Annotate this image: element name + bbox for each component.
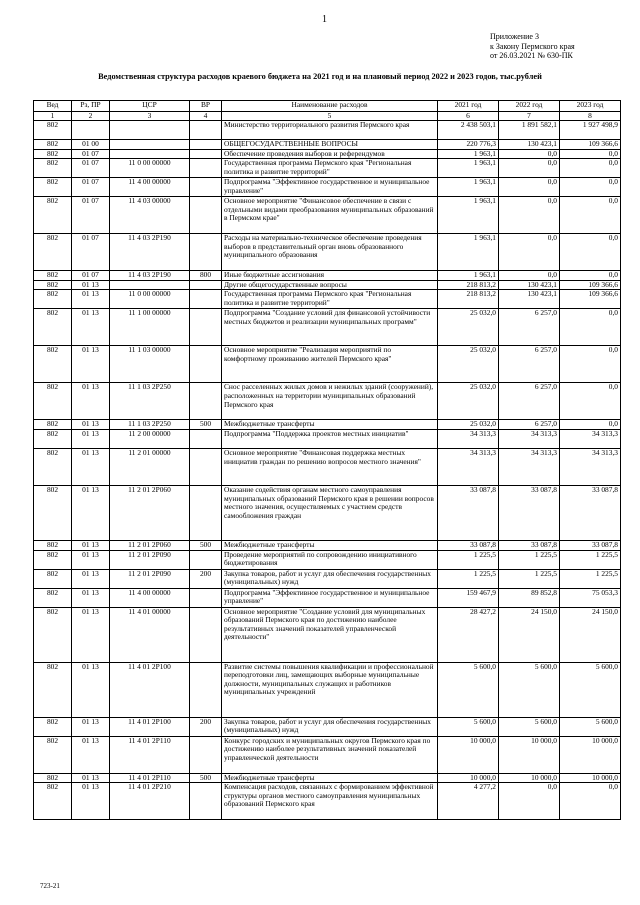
column-header: ЦСР	[110, 101, 190, 112]
expense-name-cell: Другие общегосударственные вопросы	[222, 280, 438, 290]
section-code-cell	[72, 121, 110, 140]
column-number: 2	[72, 112, 110, 121]
target-article-cell: 11 2 01 00000	[110, 448, 190, 485]
amount-2023-cell: 0,0	[560, 178, 621, 197]
expense-type-cell: 500	[190, 420, 222, 430]
section-code-cell: 01 13	[72, 736, 110, 773]
expense-type-cell	[190, 429, 222, 448]
amount-2023-cell: 0,0	[560, 783, 621, 820]
department-code-cell: 802	[34, 783, 72, 820]
section-code-cell: 01 13	[72, 290, 110, 309]
expense-name-cell: Межбюджетные трансферты	[222, 773, 438, 783]
table-row	[34, 662, 621, 717]
target-article-cell: 11 1 03 00000	[110, 346, 190, 383]
amount-2022-cell: 130 423,1	[499, 140, 560, 150]
target-article-cell: 11 2 00 00000	[110, 429, 190, 448]
target-article-cell: 11 2 01 2P090	[110, 569, 190, 588]
department-code-cell: 802	[34, 383, 72, 420]
department-code-cell: 802	[34, 140, 72, 150]
expense-name-cell: Межбюджетные трансферты	[222, 420, 438, 430]
amount-2021-cell: 1 963,1	[438, 234, 499, 271]
target-article-cell: 11 4 00 00000	[110, 178, 190, 197]
amount-2022-cell: 33 087,8	[499, 485, 560, 540]
department-code-cell: 802	[34, 736, 72, 773]
table-row	[34, 271, 621, 281]
column-header: ВР	[190, 101, 222, 112]
amount-2021-cell: 25 032,0	[438, 309, 499, 346]
section-code-cell: 01 13	[72, 448, 110, 485]
amount-2023-cell: 0,0	[560, 383, 621, 420]
column-number: 6	[438, 112, 499, 121]
table-row	[34, 717, 621, 736]
expense-type-cell	[190, 197, 222, 234]
department-code-cell: 802	[34, 540, 72, 550]
amount-2021-cell: 2 438 503,1	[438, 121, 499, 140]
table-row	[34, 159, 621, 178]
amount-2021-cell: 159 467,9	[438, 588, 499, 607]
amount-2023-cell: 10 000,0	[560, 736, 621, 773]
expense-name-cell: Закупка товаров, работ и услуг для обеспечения государственных (муниципальных) нужд	[222, 569, 438, 588]
section-code-cell: 01 13	[72, 607, 110, 662]
section-code-cell: 01 13	[72, 383, 110, 420]
target-article-cell: 11 1 03 2P250	[110, 383, 190, 420]
amount-2023-cell: 1 225,5	[560, 550, 621, 569]
expense-type-cell: 500	[190, 773, 222, 783]
section-code-cell: 01 00	[72, 140, 110, 150]
department-code-cell: 802	[34, 234, 72, 271]
amount-2023-cell: 34 313,3	[560, 429, 621, 448]
amount-2021-cell: 1 225,5	[438, 569, 499, 588]
section-code-cell: 01 13	[72, 429, 110, 448]
section-code-cell: 01 13	[72, 420, 110, 430]
amount-2022-cell: 34 313,3	[499, 448, 560, 485]
amount-2022-cell: 34 313,3	[499, 429, 560, 448]
amount-2021-cell: 220 776,3	[438, 140, 499, 150]
section-code-cell: 01 13	[72, 717, 110, 736]
expense-name-cell: Конкурс городских и муниципальных округов Пермского края по достижению наиболее результативных значений показателей управленческой деятельности	[222, 736, 438, 773]
amount-2021-cell: 34 313,3	[438, 429, 499, 448]
amount-2023-cell: 109 366,6	[560, 140, 621, 150]
amount-2022-cell: 5 600,0	[499, 717, 560, 736]
section-code-cell: 01 13	[72, 773, 110, 783]
amount-2022-cell: 0,0	[499, 159, 560, 178]
table-row	[34, 773, 621, 783]
table-row	[34, 149, 621, 159]
expense-type-cell	[190, 736, 222, 773]
target-article-cell: 11 4 00 00000	[110, 588, 190, 607]
expense-type-cell	[190, 588, 222, 607]
amount-2023-cell: 0,0	[560, 234, 621, 271]
department-code-cell: 802	[34, 588, 72, 607]
amount-2021-cell: 1 963,1	[438, 159, 499, 178]
page-number: 1	[322, 14, 327, 25]
target-article-cell: 11 4 01 2P210	[110, 783, 190, 820]
section-code-cell: 01 07	[72, 197, 110, 234]
column-number: 5	[222, 112, 438, 121]
amount-2023-cell: 1 927 498,9	[560, 121, 621, 140]
department-code-cell: 802	[34, 280, 72, 290]
column-number-row	[34, 112, 621, 121]
department-code-cell: 802	[34, 717, 72, 736]
amount-2021-cell: 25 032,0	[438, 346, 499, 383]
amount-2022-cell: 0,0	[499, 197, 560, 234]
table-row	[34, 736, 621, 773]
table-row	[34, 290, 621, 309]
amount-2021-cell: 10 000,0	[438, 736, 499, 773]
amount-2022-cell: 5 600,0	[499, 662, 560, 717]
expense-name-cell: Основное мероприятие "Создание условий для муниципальных образований Пермского края по достижению наиболее результативных значений показателей управленческой деятельности"	[222, 607, 438, 662]
department-code-cell: 802	[34, 773, 72, 783]
target-article-cell	[110, 140, 190, 150]
table-row	[34, 607, 621, 662]
target-article-cell: 11 4 03 2P190	[110, 234, 190, 271]
section-code-cell: 01 13	[72, 485, 110, 540]
table-row	[34, 234, 621, 271]
section-code-cell: 01 13	[72, 569, 110, 588]
appendix-line: к Закону Пермского края	[490, 41, 575, 51]
expense-name-cell: Иные бюджетные ассигнования	[222, 271, 438, 281]
section-code-cell: 01 07	[72, 159, 110, 178]
expense-name-cell: Межбюджетные трансферты	[222, 540, 438, 550]
amount-2022-cell: 0,0	[499, 783, 560, 820]
amount-2021-cell: 34 313,3	[438, 448, 499, 485]
expense-name-cell: Снос расселенных жилых домов и нежилых зданий (сооружений), расположенных на территории муниципальных образований Пермского края	[222, 383, 438, 420]
target-article-cell	[110, 149, 190, 159]
expense-type-cell	[190, 140, 222, 150]
table-row	[34, 420, 621, 430]
column-number: 3	[110, 112, 190, 121]
amount-2022-cell: 10 000,0	[499, 773, 560, 783]
amount-2021-cell: 5 600,0	[438, 662, 499, 717]
section-code-cell: 01 07	[72, 271, 110, 281]
table-row	[34, 550, 621, 569]
expense-name-cell: Основное мероприятие "Финансовая поддержка местных инициатив граждан по решению вопросов местного значения"	[222, 448, 438, 485]
expense-type-cell: 200	[190, 717, 222, 736]
amount-2022-cell: 0,0	[499, 178, 560, 197]
table-row	[34, 383, 621, 420]
table-header-row	[34, 101, 621, 112]
amount-2021-cell: 218 813,2	[438, 280, 499, 290]
expense-type-cell	[190, 290, 222, 309]
expense-name-cell: Министерство территориального развития Пермского края	[222, 121, 438, 140]
amount-2023-cell: 1 225,5	[560, 569, 621, 588]
expense-name-cell: Развитие системы повышения квалификации и профессиональной переподготовки лиц, замещающих выборные муниципальные должности, муниципальных служащих и работников муниципальных учреждений	[222, 662, 438, 717]
expense-type-cell	[190, 309, 222, 346]
amount-2023-cell: 109 366,6	[560, 290, 621, 309]
expense-type-cell	[190, 234, 222, 271]
department-code-cell: 802	[34, 485, 72, 540]
target-article-cell: 11 4 03 2P190	[110, 271, 190, 281]
amount-2023-cell: 0,0	[560, 159, 621, 178]
target-article-cell: 11 2 01 2P090	[110, 550, 190, 569]
column-header: Вед	[34, 101, 72, 112]
expense-name-cell: Обеспечение проведения выборов и референдумов	[222, 149, 438, 159]
expense-name-cell: ОБЩЕГОСУДАРСТВЕННЫЕ ВОПРОСЫ	[222, 140, 438, 150]
expense-type-cell	[190, 662, 222, 717]
expense-name-cell: Подпрограмма "Создание условий для финансовой устойчивости местных бюджетов и реализации муниципальных программ"	[222, 309, 438, 346]
column-header: 2021 год	[438, 101, 499, 112]
table-row	[34, 346, 621, 383]
target-article-cell: 11 4 01 00000	[110, 607, 190, 662]
department-code-cell: 802	[34, 662, 72, 717]
footer-code: 723-21	[40, 882, 60, 890]
target-article-cell: 11 4 01 2P110	[110, 736, 190, 773]
section-code-cell: 01 13	[72, 783, 110, 820]
amount-2023-cell: 33 087,8	[560, 540, 621, 550]
amount-2022-cell: 6 257,0	[499, 383, 560, 420]
column-number: 8	[560, 112, 621, 121]
table-row	[34, 197, 621, 234]
amount-2022-cell: 0,0	[499, 271, 560, 281]
department-code-cell: 802	[34, 448, 72, 485]
department-code-cell: 802	[34, 271, 72, 281]
expense-type-cell	[190, 149, 222, 159]
expense-type-cell	[190, 346, 222, 383]
table-row	[34, 569, 621, 588]
table-row	[34, 588, 621, 607]
expense-name-cell: Компенсация расходов, связанных с формированием эффективной структуры органов местного самоуправления муниципальных образований Пермского края	[222, 783, 438, 820]
department-code-cell: 802	[34, 290, 72, 309]
section-code-cell: 01 13	[72, 540, 110, 550]
expense-type-cell	[190, 121, 222, 140]
expense-name-cell: Основное мероприятие "Финансовое обеспечение в связи с отдельными видами преобразования муниципальных образований в Пермском крае"	[222, 197, 438, 234]
table-row	[34, 140, 621, 150]
amount-2021-cell: 4 277,2	[438, 783, 499, 820]
amount-2021-cell: 1 963,1	[438, 197, 499, 234]
amount-2021-cell: 1 225,5	[438, 550, 499, 569]
column-header: 2022 год	[499, 101, 560, 112]
budget-table	[33, 100, 621, 820]
amount-2021-cell: 5 600,0	[438, 717, 499, 736]
table-body	[34, 121, 621, 820]
amount-2021-cell: 33 087,8	[438, 540, 499, 550]
amount-2023-cell: 10 000,0	[560, 773, 621, 783]
department-code-cell: 802	[34, 346, 72, 383]
amount-2023-cell: 0,0	[560, 346, 621, 383]
table-row	[34, 540, 621, 550]
department-code-cell: 802	[34, 429, 72, 448]
expense-type-cell	[190, 783, 222, 820]
section-code-cell: 01 13	[72, 346, 110, 383]
department-code-cell: 802	[34, 309, 72, 346]
column-number: 4	[190, 112, 222, 121]
amount-2022-cell: 6 257,0	[499, 346, 560, 383]
target-article-cell: 11 2 01 2P060	[110, 540, 190, 550]
expense-type-cell	[190, 280, 222, 290]
amount-2022-cell: 89 852,8	[499, 588, 560, 607]
section-code-cell: 01 13	[72, 309, 110, 346]
expense-name-cell: Проведение мероприятий по сопровождению инициативного бюджетирования	[222, 550, 438, 569]
department-code-cell: 802	[34, 178, 72, 197]
section-code-cell: 01 07	[72, 178, 110, 197]
target-article-cell: 11 4 01 2P110	[110, 773, 190, 783]
amount-2023-cell: 0,0	[560, 420, 621, 430]
section-code-cell: 01 07	[72, 149, 110, 159]
amount-2021-cell: 1 963,1	[438, 271, 499, 281]
amount-2022-cell: 0,0	[499, 234, 560, 271]
table-row	[34, 448, 621, 485]
amount-2021-cell: 218 813,2	[438, 290, 499, 309]
section-code-cell: 01 07	[72, 234, 110, 271]
amount-2023-cell: 24 150,0	[560, 607, 621, 662]
expense-name-cell: Подпрограмма "Поддержка проектов местных инициатив"	[222, 429, 438, 448]
amount-2021-cell: 10 000,0	[438, 773, 499, 783]
section-code-cell: 01 13	[72, 280, 110, 290]
amount-2023-cell: 33 087,8	[560, 485, 621, 540]
amount-2023-cell: 0,0	[560, 271, 621, 281]
department-code-cell: 802	[34, 607, 72, 662]
column-header: Наименование расходов	[222, 101, 438, 112]
table-row	[34, 783, 621, 820]
expense-type-cell: 800	[190, 271, 222, 281]
amount-2021-cell: 1 963,1	[438, 178, 499, 197]
amount-2022-cell: 1 225,5	[499, 569, 560, 588]
department-code-cell: 802	[34, 121, 72, 140]
column-number: 7	[499, 112, 560, 121]
expense-name-cell: Оказание содействия органам местного самоуправления муниципальных образований Пермского края в решении вопросов местного значения, осуществляемых с участием средств самообложения граждан	[222, 485, 438, 540]
column-header: Рз, ПР	[72, 101, 110, 112]
amount-2022-cell: 130 423,1	[499, 280, 560, 290]
expense-name-cell: Подпрограмма "Эффективное государственное и муниципальное управление"	[222, 588, 438, 607]
section-code-cell: 01 13	[72, 662, 110, 717]
department-code-cell: 802	[34, 149, 72, 159]
table-row	[34, 121, 621, 140]
amount-2023-cell: 0,0	[560, 309, 621, 346]
amount-2022-cell: 6 257,0	[499, 309, 560, 346]
target-article-cell	[110, 280, 190, 290]
expense-type-cell	[190, 159, 222, 178]
amount-2021-cell: 25 032,0	[438, 420, 499, 430]
table-row	[34, 485, 621, 540]
target-article-cell: 11 1 03 2P250	[110, 420, 190, 430]
amount-2021-cell: 33 087,8	[438, 485, 499, 540]
target-article-cell: 11 4 01 2P100	[110, 717, 190, 736]
expense-name-cell: Основное мероприятие "Реализация мероприятий по комфортному проживанию жителей Пермского края"	[222, 346, 438, 383]
expense-type-cell	[190, 448, 222, 485]
amount-2023-cell: 5 600,0	[560, 717, 621, 736]
department-code-cell: 802	[34, 550, 72, 569]
amount-2023-cell: 0,0	[560, 197, 621, 234]
expense-type-cell	[190, 178, 222, 197]
department-code-cell: 802	[34, 420, 72, 430]
amount-2021-cell: 1 963,1	[438, 149, 499, 159]
expense-type-cell	[190, 607, 222, 662]
amount-2022-cell: 10 000,0	[499, 736, 560, 773]
expense-name-cell: Государственная программа Пермского края "Региональная политика и развитие территорий"	[222, 159, 438, 178]
amount-2022-cell: 1 891 582,1	[499, 121, 560, 140]
amount-2023-cell: 5 600,0	[560, 662, 621, 717]
department-code-cell: 802	[34, 197, 72, 234]
amount-2023-cell: 34 313,3	[560, 448, 621, 485]
table-row	[34, 309, 621, 346]
target-article-cell: 11 4 03 00000	[110, 197, 190, 234]
target-article-cell: 11 1 00 00000	[110, 309, 190, 346]
target-article-cell: 11 4 01 2P100	[110, 662, 190, 717]
expense-type-cell	[190, 550, 222, 569]
target-article-cell	[110, 121, 190, 140]
department-code-cell: 802	[34, 159, 72, 178]
target-article-cell: 11 0 00 00000	[110, 159, 190, 178]
section-code-cell: 01 13	[72, 550, 110, 569]
expense-name-cell: Государственная программа Пермского края "Региональная политика и развитие территорий"	[222, 290, 438, 309]
amount-2022-cell: 0,0	[499, 149, 560, 159]
target-article-cell: 11 2 01 2P060	[110, 485, 190, 540]
expense-type-cell: 500	[190, 540, 222, 550]
expense-name-cell: Подпрограмма "Эффективное государственное и муниципальное управление"	[222, 178, 438, 197]
table-row	[34, 178, 621, 197]
amount-2022-cell: 24 150,0	[499, 607, 560, 662]
table-row	[34, 280, 621, 290]
amount-2022-cell: 1 225,5	[499, 550, 560, 569]
column-number: 1	[34, 112, 72, 121]
section-code-cell: 01 13	[72, 588, 110, 607]
expense-name-cell: Расходы на материально-техническое обеспечение проведения выборов в представительный орган вновь образованного муниципального образования	[222, 234, 438, 271]
appendix-header	[490, 32, 575, 61]
amount-2023-cell: 109 366,6	[560, 280, 621, 290]
expense-type-cell	[190, 383, 222, 420]
appendix-line: от 26.03.2021 № 630-ПК	[490, 51, 573, 60]
column-header: 2023 год	[560, 101, 621, 112]
amount-2021-cell: 25 032,0	[438, 383, 499, 420]
amount-2023-cell: 0,0	[560, 149, 621, 159]
target-article-cell: 11 0 00 00000	[110, 290, 190, 309]
expense-name-cell: Закупка товаров, работ и услуг для обеспечения государственных (муниципальных) нужд	[222, 717, 438, 736]
expense-type-cell	[190, 485, 222, 540]
amount-2021-cell: 28 427,2	[438, 607, 499, 662]
amount-2022-cell: 33 087,8	[499, 540, 560, 550]
document-title: Ведомственная структура расходов краевого бюджета на 2021 год и на плановый период 2022 и 2023 годов, тыс.рублей	[98, 72, 542, 81]
table-row	[34, 429, 621, 448]
amount-2022-cell: 6 257,0	[499, 420, 560, 430]
department-code-cell: 802	[34, 569, 72, 588]
expense-type-cell: 200	[190, 569, 222, 588]
appendix-line: Приложение 3	[490, 32, 539, 41]
amount-2022-cell: 130 423,1	[499, 290, 560, 309]
amount-2023-cell: 75 053,3	[560, 588, 621, 607]
